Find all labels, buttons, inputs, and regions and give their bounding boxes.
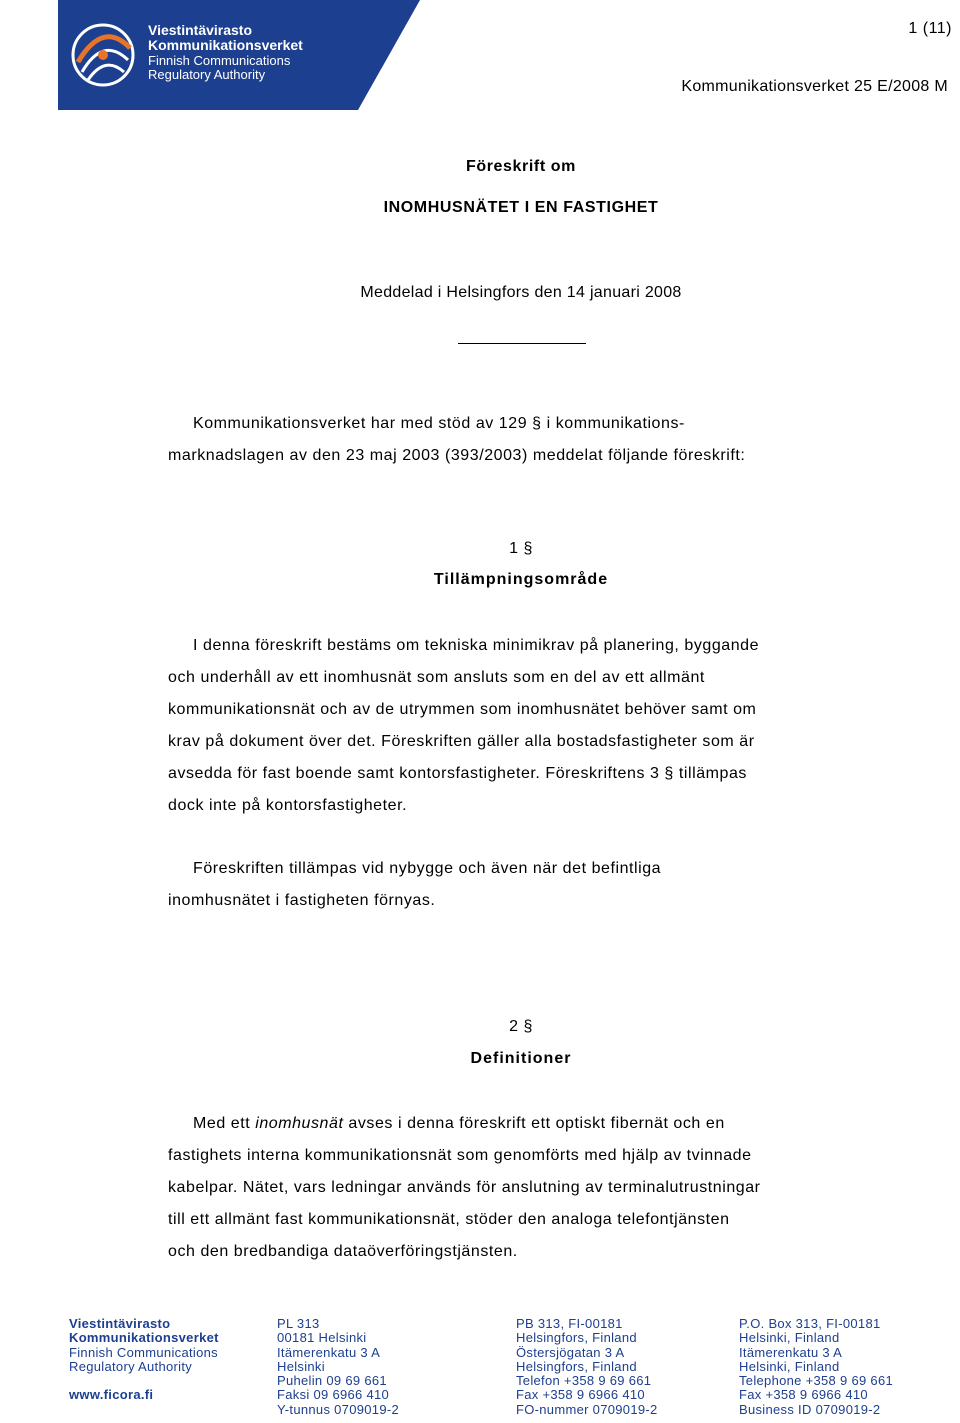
footer-line: Telephone +358 9 69 661 — [739, 1373, 894, 1389]
footer-line: Itämerenkatu 3 A — [277, 1344, 381, 1360]
paragraph-line — [168, 1108, 898, 1140]
paragraph-line: inomhusnätet i fastigheten förnyas. — [168, 892, 436, 909]
footer-line: Helsinki, Finland — [739, 1358, 840, 1374]
footer-spacer — [69, 1374, 219, 1388]
footer-line: Faksi 09 6966 410 — [277, 1387, 390, 1403]
paragraph-line: kommunikationsnät och av de utrymmen som inomhusnätet behöver samt om — [168, 701, 757, 718]
footer-col-english — [739, 1317, 893, 1417]
paragraph-line: dock inte på kontorsfastigheter. — [168, 797, 408, 814]
section-2-heading: Definitioner — [470, 1050, 572, 1067]
defined-term: inomhusnät — [255, 1115, 344, 1132]
footer-line: Fax +358 9 6966 410 — [739, 1387, 868, 1403]
section-2-number: 2 § — [509, 1018, 533, 1035]
paragraph-line: fastighets interna kommunikationsnät som genomförts med hjälp av tvinnade — [168, 1147, 752, 1164]
footer-line: Y-tunnus 0709019-2 — [277, 1401, 400, 1417]
footer-line: Helsingfors, Finland — [516, 1330, 637, 1346]
footer-line: Telefon +358 9 69 661 — [516, 1373, 652, 1389]
section-2-paragraph-1 — [168, 1108, 898, 1268]
footer-col-swedish — [516, 1317, 658, 1417]
footer-line: Fax +358 9 6966 410 — [516, 1387, 645, 1403]
footer-line: Helsinki — [277, 1358, 325, 1374]
footer-line: Helsinki, Finland — [739, 1330, 840, 1346]
paragraph-line: till ett allmänt fast kommunikationsnät, stöder den analoga telefontjänsten — [168, 1211, 730, 1228]
logo-name-fi: Viestintävirasto — [148, 22, 253, 38]
section-1-paragraph-1 — [168, 630, 898, 822]
footer-line: Business ID 0709019-2 — [739, 1401, 881, 1417]
intro-line-2: marknadslagen av den 23 maj 2003 (393/2003) meddelat följande föreskrift: — [168, 447, 746, 464]
footer-website-link[interactable]: www.ficora.fi — [69, 1387, 154, 1403]
footer-agency-en2: Regulatory Authority — [69, 1358, 193, 1374]
logo-name-en2: Regulatory Authority — [148, 67, 266, 82]
footer-col-agency — [69, 1317, 219, 1403]
paragraph-line: I denna föreskrift bestäms om tekniska minimikrav på planering, byggande — [193, 637, 760, 654]
footer-line: 00181 Helsinki — [277, 1330, 367, 1346]
title-divider — [458, 343, 586, 344]
footer-line: Puhelin 09 69 661 — [277, 1373, 387, 1389]
document-reference: Kommunikationsverket 25 E/2008 M — [681, 78, 948, 95]
footer-agency-fi: Viestintävirasto — [69, 1316, 171, 1331]
paragraph-line: Föreskriften tillämpas vid nybygge och även när det befintliga — [193, 860, 662, 877]
footer-line: Östersjögatan 3 A — [516, 1344, 625, 1360]
section-1-paragraph-2 — [168, 853, 898, 917]
footer-col-finnish — [277, 1317, 399, 1417]
paragraph-line: och den bredbandiga dataöverföringstjänsten. — [168, 1243, 518, 1260]
paragraph-line: kabelpar. Nätet, vars ledningar används för anslutning av terminalutrustningar — [168, 1179, 761, 1196]
footer-line: Itämerenkatu 3 A — [739, 1344, 843, 1360]
paragraph-line: och underhåll av ett inomhusnät som ansluts som en del av ett allmänt — [168, 669, 705, 686]
paragraph-line: avsedda för fast boende samt kontorsfastigheter. Föreskriftens 3 § tillämpas — [168, 765, 747, 782]
footer-agency-sv: Kommunikationsverket — [69, 1330, 219, 1346]
paragraph-line: krav på dokument över det. Föreskriften gäller alla bostadsfastigheter som är — [168, 733, 755, 750]
footer-line: P.O. Box 313, FI-00181 — [739, 1316, 881, 1331]
footer-agency-en1: Finnish Communications — [69, 1344, 218, 1360]
definition-prefix: Med ett — [193, 1115, 256, 1132]
footer-line: PL 313 — [277, 1316, 320, 1331]
footer-line: Helsingfors, Finland — [516, 1358, 637, 1374]
document-title-line2: INOMHUSNÄTET I EN FASTIGHET — [383, 199, 659, 216]
section-1-number: 1 § — [509, 540, 533, 557]
definition-suffix: avses i denna föreskrift ett optiskt fibernät och en — [343, 1115, 725, 1132]
footer-line: FO-nummer 0709019-2 — [516, 1401, 658, 1417]
section-1-heading: Tillämpningsområde — [433, 571, 609, 588]
logo-name-en1: Finnish Communications — [148, 53, 291, 68]
page-number: 1 (11) — [908, 20, 952, 37]
header-logo — [58, 0, 420, 110]
footer-line: PB 313, FI-00181 — [516, 1316, 623, 1331]
issued-date: Meddelad i Helsingfors den 14 januari 2008 — [360, 284, 682, 301]
logo-name-sv: Kommunikationsverket — [148, 37, 303, 53]
document-title-line1: Föreskrift om — [465, 158, 577, 175]
intro-line-1: Kommunikationsverket har med stöd av 129 § i kommunikations- — [193, 415, 685, 432]
